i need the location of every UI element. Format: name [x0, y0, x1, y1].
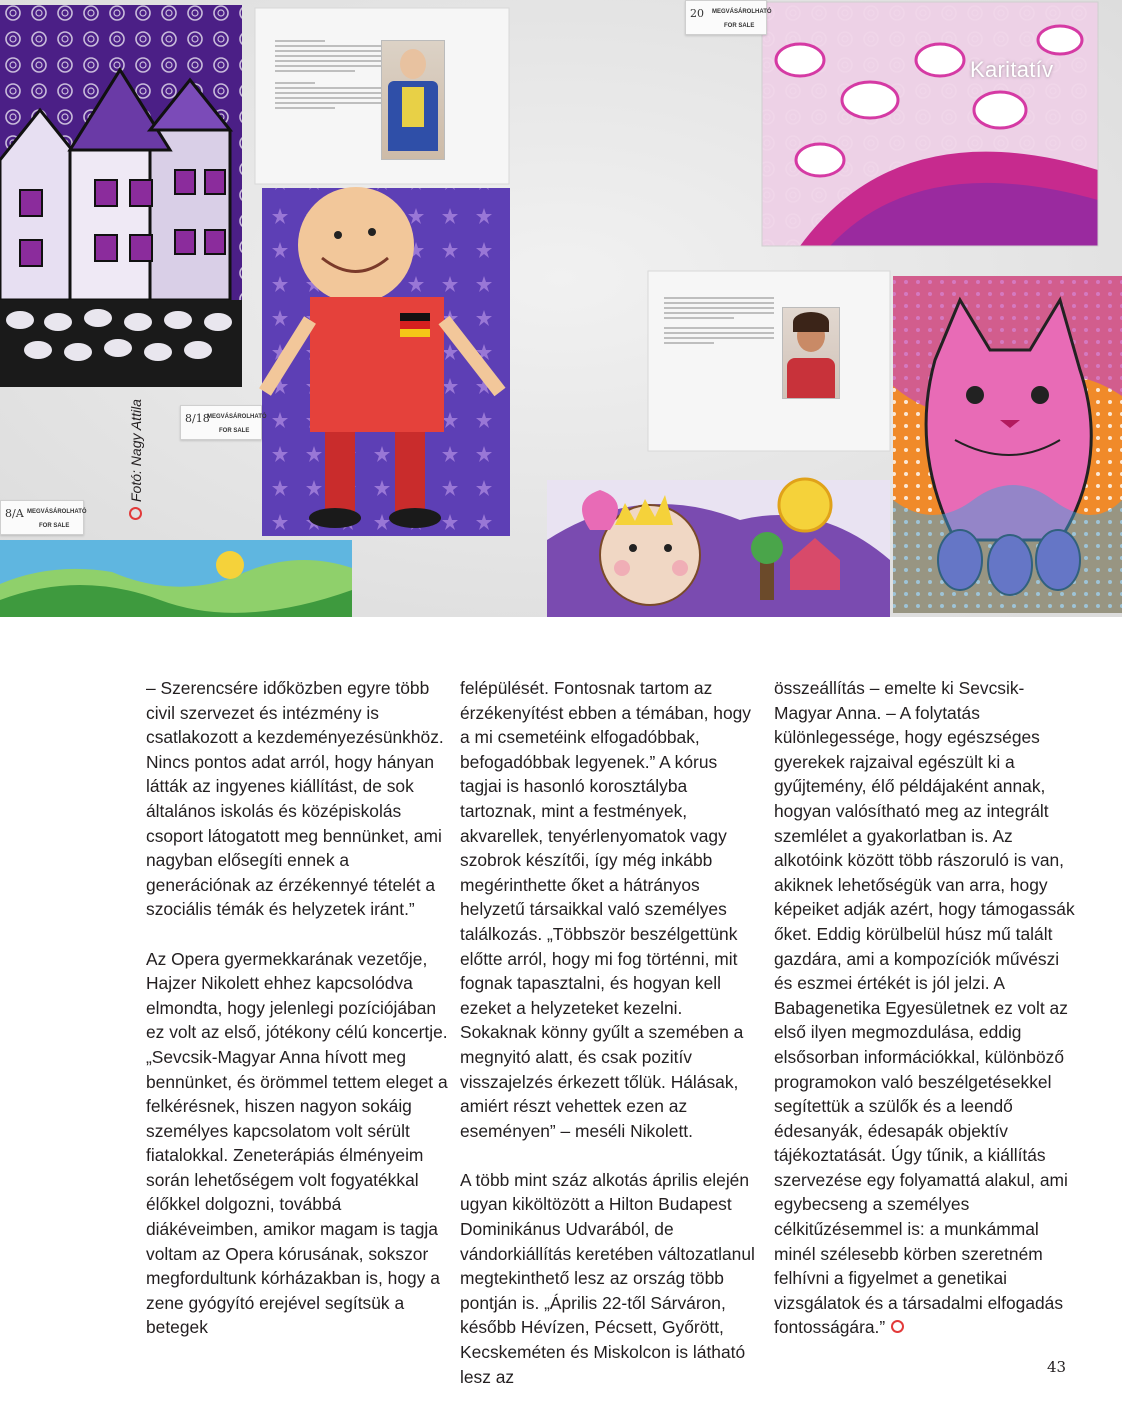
- bio-sheet-1: [255, 8, 509, 184]
- child-portrait-boy: [381, 40, 445, 160]
- article-column-2: [460, 676, 762, 1389]
- artwork-wall-illustration: [0, 0, 1122, 617]
- sale-tag: 8/A MEGVÁSÁROLHATÓ FOR SALE: [0, 500, 84, 535]
- painting-boy: [262, 187, 510, 536]
- exhibition-photo: [0, 0, 1122, 617]
- article-paragraph: – Szerencsére időközben egyre több civil szervezet és intézmény is csatlakozott a kezdeményezésünkhöz. Nincs pontos adat arról, hogy hányan látták az ingyenes kiállítást, de sok általános iskolás és középiskolás csoport látogatott meg bennünket, ami nagyban elősegíti ennek a generációnak az érzékennyé tételét a szociális témák és helyzetek iránt.”: [146, 678, 444, 920]
- section-label: Karitatív: [970, 57, 1054, 82]
- article-paragraph: felépülését. Fontosnak tartom az érzékenyítést ebben a témában, hogy a mi csemetéink elfogadóbbak, befogadóbbak legyenek.” A kórus tagjai is hasonló korosztályba tartoznak, mint a festmények, akvarellek, tenyérlenyomatok vagy szobrok készítői, így még inkább megérinthette őket a hátrányos helyzetű társaikkal való személyes találkozás. „Többször beszélgettünk előtte arról, hogy mi fog történni, mit fognak tapasztalni, és hogyan kell ezeket a helyzeteket kezelni. Sokaknak könny gyűlt a szemében a megnyitó alatt, és csak pozitív visszajelzés érkezett tőlük. Hálásak, amiért részt vehettek ezen az eseményen” – meséli Nikolett.: [460, 678, 752, 1141]
- article-paragraph-final: összeállítás – emelte ki Sevcsik-Magyar Anna. – A folytatás különlegessége, hogy egészséges gyerekek rajzaival egészült ki a gyűjtemény, élő példájaként annak, hogyan valósítható meg az integrált szemlélet a gyakorlatban is. Az alkotóink között több rászoruló is van, akiknek lehetőségük van arra, hogy képeiket adják azért, hogy támogassák őket. Eddig körülbelül húsz mű talált gazdára, ami a kompozíciók művészi és eszmei értékét is jól jelzi. A Babagenetika Egyesületnek ez volt az első ilyen megmozdulása, eddig elsősorban információkkal, különböző programokon való beszélgetésekkel segítettük a szülők és a leendő édesanyák, édesapák objektív tájékoztatását. Úgy tűnik, a kiállítás szervezése egy folyamattá alakul, ami egybecseng a személyes célkitűzésemmel is: a munkámmal minél szélesebb körben szeretném felhívni a figyelmet a genetikai vizsgálatok és a társadalmi elfogadás fontosságára.”: [774, 678, 1075, 1338]
- painting-cat: [893, 276, 1122, 613]
- article-paragraph: Az Opera gyermekkarának vezetője, Hajzer Nikolett ehhez kapcsolódva elmondta, hogy jelenlegi pozíciójában ez volt az első, jótékony célú koncertje. „Sevcsik-Magyar Anna hívott meg bennünket, és örömmel tettem eleget a felkérésnek, hiszen nagyon sokáig személyes kapcsolatom volt sérült fiatalokkal. Zeneterápiás élményeim során lehetőségem volt fogyatékkal élőkkel dolgozni, továbbá diákéveimben, amikor magam is tagja voltam az Opera kórusának, sokszor megfordultunk kórházakban is, hogy a zene gyógyító erejével segítsük a betegek: [146, 948, 448, 1338]
- sale-tag: 8/18 MEGVÁSÁROLHATÓ FOR SALE: [180, 405, 262, 440]
- painting-pink-sun: [762, 2, 1098, 246]
- article-paragraph: A több mint száz alkotás április elején ugyan kiköltözött a Hilton Budapest Dominikánus Udvarából, de vándorkiállítás keretében változatlanul megtekinthető lesz az ország több pontján is. „Április 22-től Sárváron, később Hévízen, Pécsett, Győrött, Kecskeméten és Miskolcon is látható lesz az: [460, 1169, 755, 1387]
- painting-landscape: [0, 540, 352, 617]
- end-mark-icon: [891, 1320, 904, 1333]
- article-column-3: [774, 676, 1076, 1340]
- child-portrait-girl: [782, 307, 840, 399]
- article-column-1: [146, 676, 448, 1340]
- painting-castle: [0, 5, 242, 387]
- page-number: 43: [1047, 1358, 1067, 1376]
- photo-credit: Fotó: Nagy Attila: [128, 399, 144, 520]
- painting-princess: [547, 479, 890, 617]
- bio-sheet-2: [648, 271, 890, 451]
- sale-tag: 20 MEGVÁSÁROLHATÓ FOR SALE: [685, 0, 767, 35]
- bullet-circle-icon: [129, 507, 142, 520]
